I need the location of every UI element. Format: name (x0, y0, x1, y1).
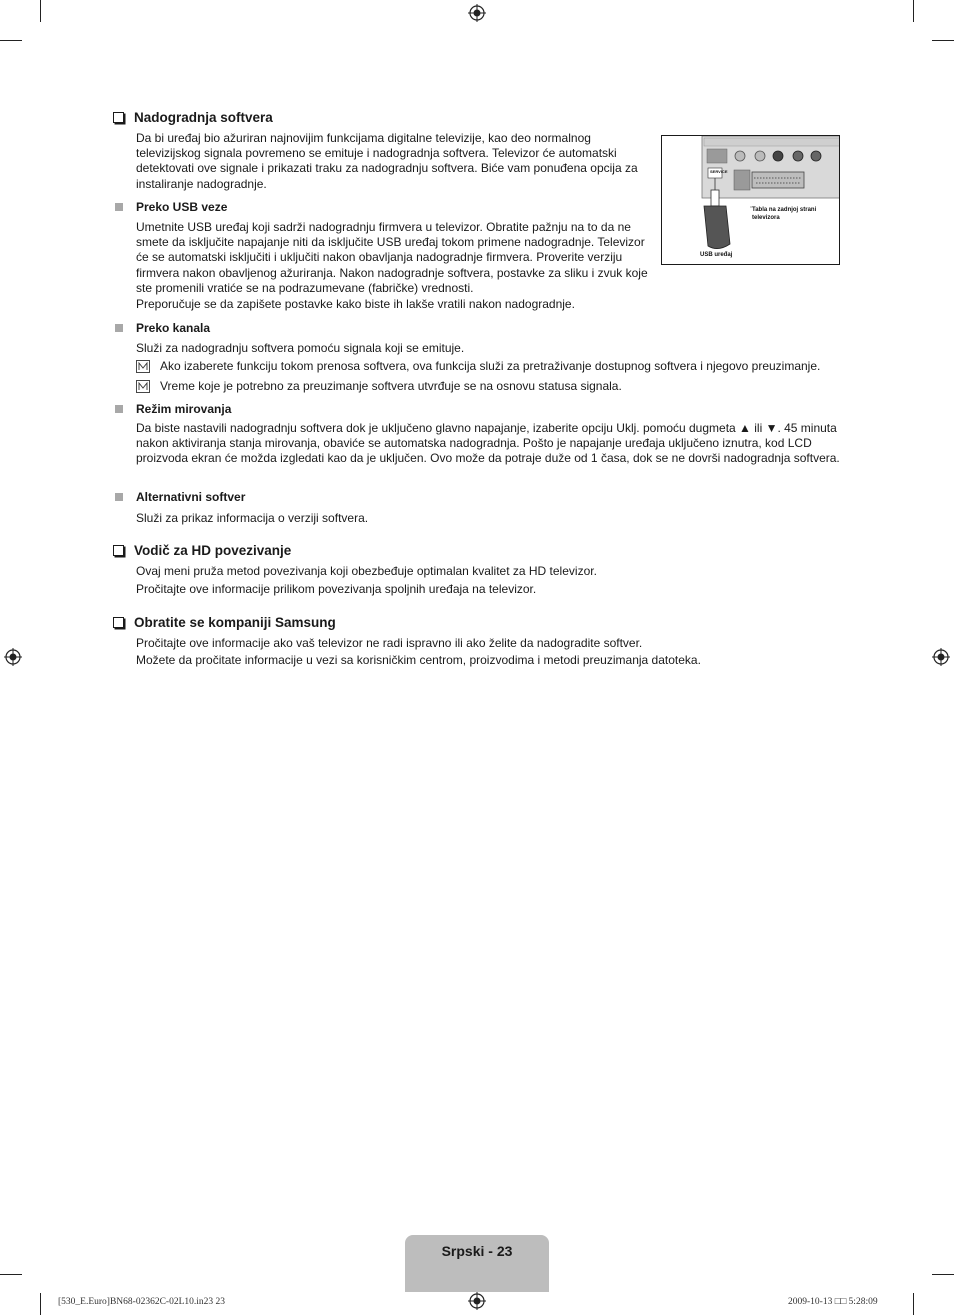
crop-mark-top-right-v (913, 0, 914, 22)
subsection-title: Preko kanala (136, 321, 211, 335)
section-line: Ovaj meni pruža metod povezivanja koji obezbeđuje optimalan kvalitet za HD televizor. (136, 564, 597, 578)
subsection-text: Preporučuje se da zapišete postavke kako biste ih lakše vratili nakon nadogradnje. (136, 297, 575, 311)
subsection-text: Umetnite USB uređaj koji sadrži nadogradnju firmvera u televizor. Obratite pažnju na to da ne smete da isključite napajanje niti da isključite USB uređaj tokom primene nadogradnje. Televizor će se automatski isključiti i uključiti nakon obavljanja nadogradnje firmvera. Proverite verziju firmvera nakon obavljenog ažuriranja. Nakon nadogradnje softvera, postavke za sliku i zvuk koje ste promenili vratiće se na podrazumevane (fabričke) vrednosti. (136, 220, 648, 295)
bullet-square-icon (115, 405, 123, 413)
crop-mark-bottom-left-v (40, 1293, 41, 1315)
section-line: Pročitajte ove informacije prilikom povezivanja spoljnih uređaja na televizor. (136, 582, 537, 596)
note-item (136, 379, 622, 394)
subsection-heading (115, 402, 231, 416)
crop-mark-bottom-right-h (932, 1274, 954, 1275)
note-item (136, 359, 820, 374)
bullet-square-icon (115, 324, 123, 332)
subsection-heading (115, 321, 210, 335)
checkbox-square-icon (113, 545, 124, 556)
usb-connection-figure (661, 135, 840, 265)
checkbox-square-icon (113, 617, 124, 628)
subsection-text: Služi za nadogradnju softvera pomoću signala koji se emituje. (136, 341, 465, 355)
page-number-tab (405, 1235, 549, 1292)
subsection-title: Preko USB veze (136, 200, 228, 214)
section-heading (113, 110, 273, 125)
tv-rear-panel-illustration (662, 136, 839, 264)
crop-mark-bottom-right-v (913, 1293, 914, 1315)
crop-mark-top-left-h (0, 40, 22, 41)
section-line: Pročitajte ove informacije ako vaš televizor ne radi ispravno ili ako želite da nadogradite softver. (136, 636, 643, 650)
section-heading (113, 615, 336, 630)
panel-caption: Tabla na zadnjoj strani televizora (752, 207, 817, 221)
subsection-text: Služi za prikaz informacija o verziji softvera. (136, 511, 369, 525)
port-label: SERVICE (710, 169, 728, 174)
footer-file-info: [530_E.Euro]BN68-02362C-02L10.in23 23 (58, 1297, 226, 1307)
subsection-title: Režim mirovanja (136, 402, 232, 416)
registration-mark-icon (932, 648, 950, 666)
section-heading (113, 543, 291, 558)
section-title: Obratite se kompaniji Samsung (134, 615, 336, 630)
section-title: Nadogradnja softvera (134, 110, 273, 125)
footer-timestamp: 2009-10-13 □□ 5:28:09 (788, 1297, 878, 1307)
section-title: Vodič za HD povezivanje (134, 543, 292, 558)
note-text: Ako izaberete funkciju tokom prenosa softvera, ova funkcija služi za pretraživanje dostupnog softvera i njegovo preuzimanje. (160, 359, 821, 373)
subsection-heading (115, 490, 245, 504)
section-line: Možete da pročitate informacije u vezi sa korisničkim centrom, proizvodima i metodi preuzimanja datoteka. (136, 653, 701, 667)
registration-mark-icon (468, 1292, 486, 1310)
subsection-text: Da biste nastavili nadogradnju softvera dok je uključeno glavno napajanje, izaberite opciju Uklj. pomoću dugmeta ▲ ili ▼. 45 minuta nakon aktiviranja stanja mirovanja, obaviće se automatska nadogradnja. Pošto je napajanje uređaja uključeno iznutra, kod LCD proizvoda ekran će možda izgledati kao da je uključen. Ovo može da potraje duže od 1 časa, dok se ne dovrši nadogradnja softvera. (136, 421, 840, 466)
usb-caption: USB uređaj (700, 252, 733, 258)
subsection-heading (115, 200, 227, 214)
subsection-title: Alternativni softver (136, 490, 246, 504)
note-text: Vreme koje je potrebno za preuzimanje softvera utvrđuje se na osnovu statusa signala. (160, 379, 622, 393)
bullet-square-icon (115, 493, 123, 501)
bullet-square-icon (115, 203, 123, 211)
section-intro: Da bi uređaj bio ažuriran najnovijim funkcijama digitalne televizije, kao deo normalnog televizijskog signala povremeno se emituje i nadogradnja softvera. Televizor će automatski detektovati ove signale i prikazati traku za nadogradnju softvera. Biće vam ponuđena opcija za instaliranje nadogradnje. (136, 131, 638, 191)
registration-mark-icon (4, 648, 22, 666)
registration-mark-icon (468, 4, 486, 22)
note-icon (136, 380, 150, 393)
page-label: Srpski - 23 (441, 1243, 513, 1259)
note-icon (136, 360, 150, 373)
crop-mark-top-right-h (932, 40, 954, 41)
crop-mark-bottom-left-h (0, 1274, 22, 1275)
crop-mark-top-left-v (40, 0, 41, 22)
checkbox-square-icon (113, 112, 124, 123)
